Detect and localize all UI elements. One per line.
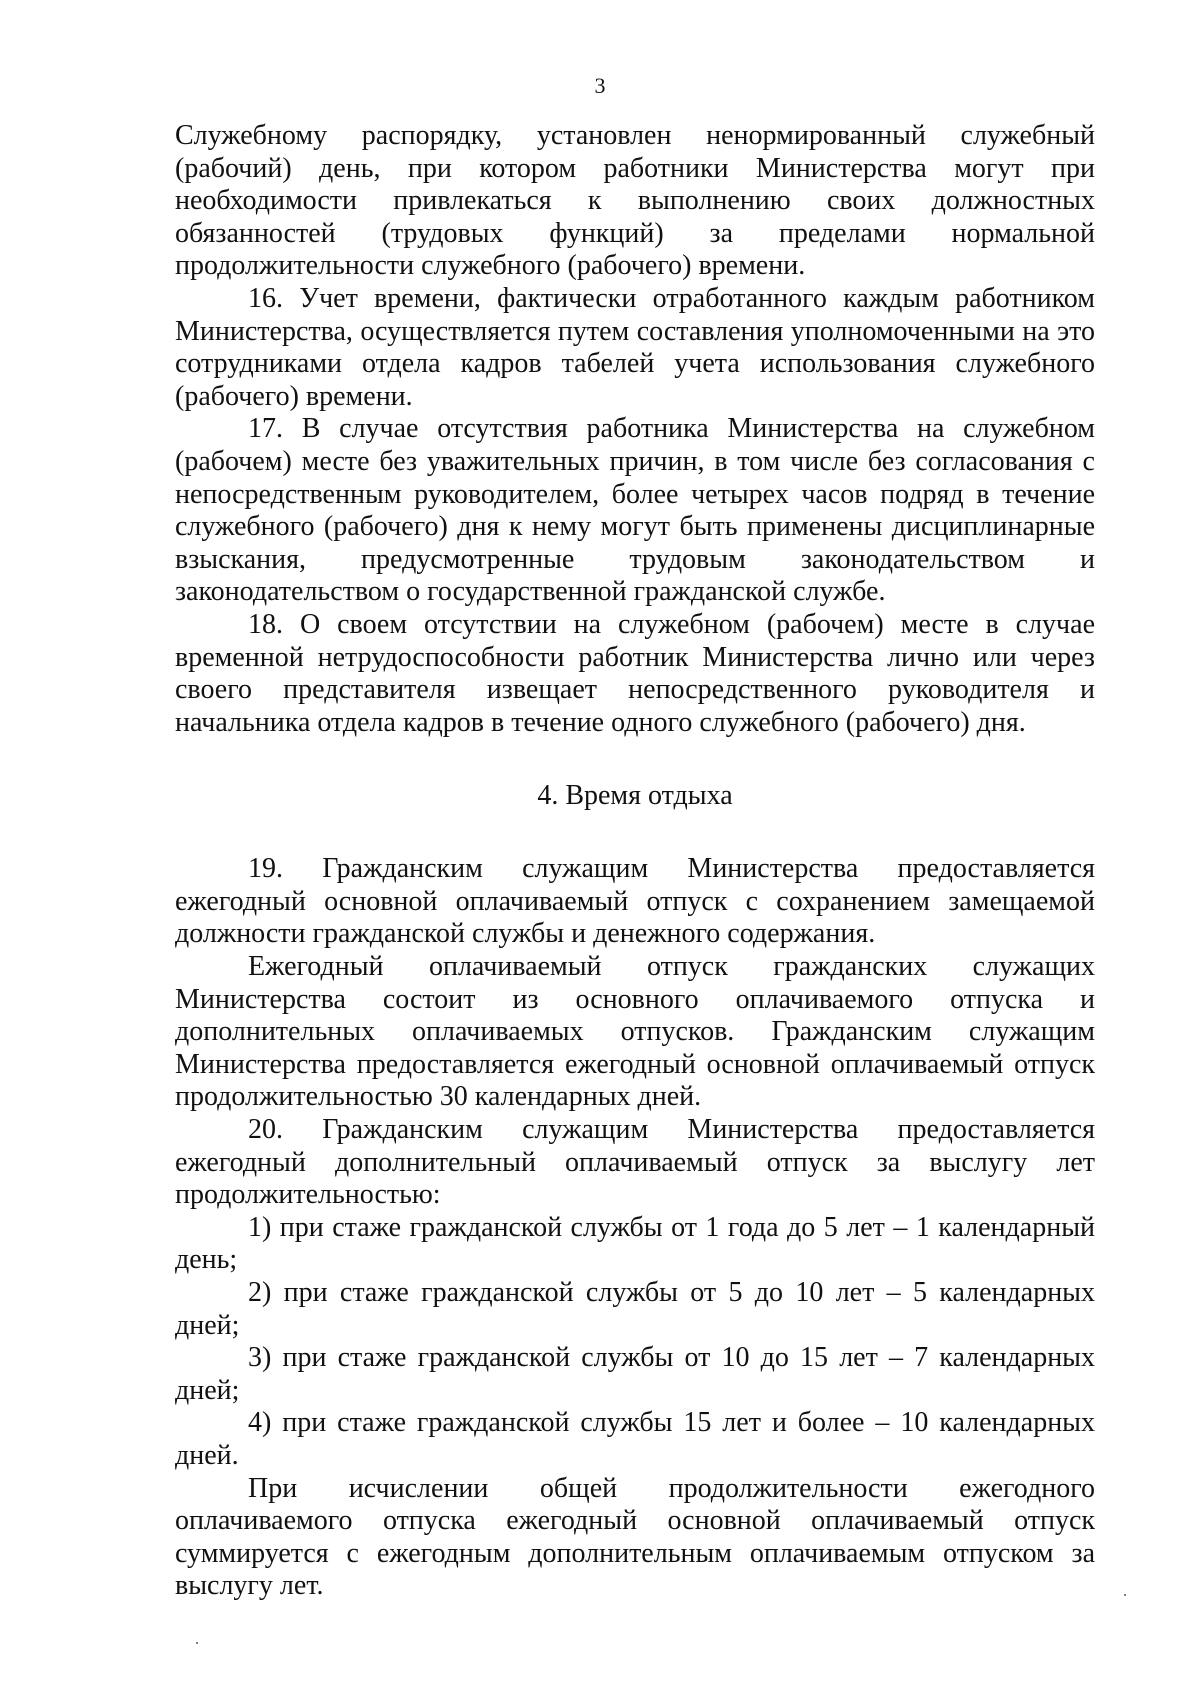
scan-artifact bbox=[1124, 1594, 1126, 1596]
paragraph-annual-leave: Ежегодный оплачиваемый отпуск гражданских служащих Министерства состоит из основного оплачиваемого отпуска и дополнительных оплачиваемых отпусков. Гражданским служащим Министерства предоставляется ежегодный основной оплачиваемый отпуск продолжительностью 30 календарных дней. bbox=[175, 951, 1095, 1113]
paragraph-continuation: Служебному распорядку, установлен ненормированный служебный (рабочий) день, при котором работники Министерства могут при необходимости привлекаться к выполнению своих должностных обязанностей (трудовых функций) за пределами нормальной продолжительности служебного (рабочего) времени. bbox=[175, 120, 1095, 282]
paragraph-20: 20. Гражданским служащим Министерства предоставляется ежегодный дополнительный оплачиваемый отпуск за выслугу лет продолжительностью: bbox=[175, 1114, 1095, 1211]
paragraph-19: 19. Гражданским служащим Министерства предоставляется ежегодный основной оплачиваемый отпуск с сохранением замещаемой должности гражданской службы и денежного содержания. bbox=[175, 853, 1095, 950]
paragraph-summation: При исчислении общей продолжительности ежегодного оплачиваемого отпуска ежегодный основной оплачиваемый отпуск суммируется с ежегодным дополнительным оплачиваемым отпуском за выслугу лет. bbox=[175, 1472, 1095, 1602]
paragraph-17: 17. В случае отсутствия работника Министерства на служебном (рабочем) месте без уважительных причин, в том числе без согласования с непосредственным руководителем, более четырех часов подряд в течение служебного (рабочего) дня к нему могут быть применены дисциплинарные взыскания, предусмотренные трудовым законодательством и законодательством о государственной гражданской службе. bbox=[175, 413, 1095, 608]
section-title: 4. Время отдыха bbox=[537, 780, 733, 812]
paragraph-16: 16. Учет времени, фактически отработанного каждым работником Министерства, осуществляется путем составления уполномоченными на это сотрудниками отдела кадров табелей учета использования служебного (рабочего) времени. bbox=[175, 282, 1095, 412]
list-item-2: 2) при стаже гражданской службы от 5 до 10 лет – 5 календарных дней; bbox=[175, 1277, 1095, 1341]
list-item-3: 3) при стаже гражданской службы от 10 до 15 лет – 7 календарных дней; bbox=[175, 1342, 1095, 1406]
scan-artifact bbox=[196, 1642, 198, 1644]
document-body bbox=[175, 120, 1095, 1603]
page-number: 3 bbox=[594, 73, 606, 98]
list-item-1: 1) при стаже гражданской службы от 1 года до 5 лет – 1 календарный день; bbox=[175, 1211, 1095, 1276]
list-item-4: 4) при стаже гражданской службы 15 лет и более – 10 календарных дней. bbox=[175, 1407, 1095, 1471]
paragraph-18: 18. О своем отсутствии на служебном (рабочем) месте в случае временной нетрудоспособности работник Министерства лично или через своего представителя извещает непосредственного руководителя и начальника отдела кадров в течение одного служебного (рабочего) дня. bbox=[175, 608, 1095, 738]
